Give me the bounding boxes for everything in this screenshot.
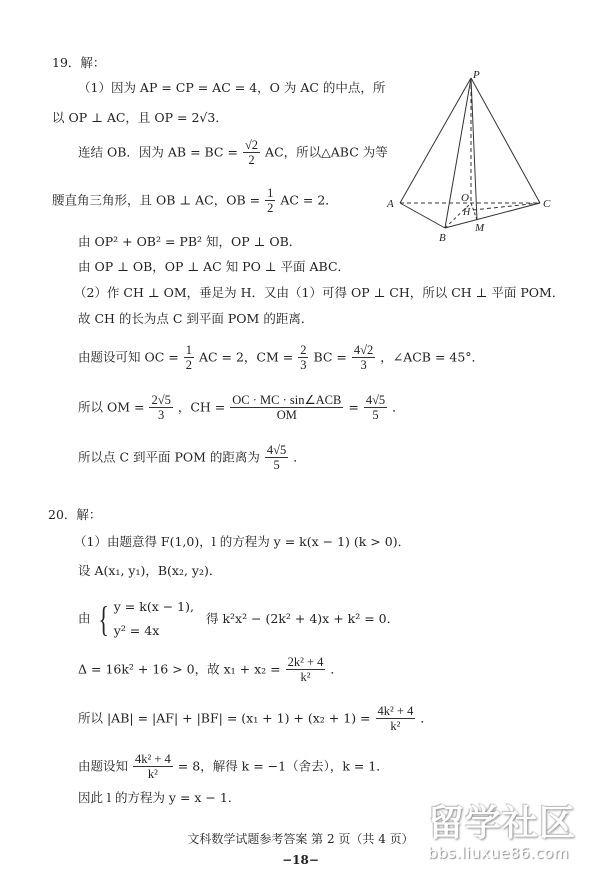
denominator: 5 [372, 408, 379, 423]
problem-20-heading: 20．解： [48, 507, 102, 522]
p19-part1-line2: 以 OP ⊥ AC，且 OP = 2√3． [52, 110, 228, 125]
p20-line3 [78, 595, 399, 643]
watermark-url: bbs.liuxue86.com [428, 844, 569, 862]
denominator: 3 [158, 408, 165, 423]
fraction [184, 343, 194, 373]
text: 腰直角三角形，且 OB ⊥ AC，OB = [52, 192, 261, 208]
label-C: C [543, 198, 551, 210]
equation-2: y² = 4x [113, 622, 160, 638]
fraction [243, 138, 260, 168]
pyramid-figure [375, 70, 575, 245]
label-B: B [439, 232, 446, 244]
text: 由题设可知 OC = [78, 349, 179, 365]
brace: { [97, 598, 109, 639]
equation-system [114, 595, 194, 643]
text: ，∠ACB = 45°． [380, 349, 485, 365]
p19-part1-line6: 由 OP ⊥ OB，OP ⊥ AC 知 PO ⊥ 平面 ABC． [78, 259, 351, 274]
text: ． [420, 710, 433, 726]
denominator: 3 [300, 358, 307, 373]
watermark-title: 留学社区 [428, 803, 577, 844]
text: ，CH = [177, 399, 226, 415]
label-H: H [463, 207, 471, 218]
numerator: 4k² + 4 [135, 752, 171, 766]
numerator: 4√5 [365, 393, 386, 407]
text: AC = 2，CM = [198, 349, 294, 365]
text: 连结 OB．因为 AB = BC = [78, 144, 238, 160]
text: AC，所以△ABC 为等 [265, 144, 388, 160]
text: AC = 2． [280, 192, 338, 208]
numerator: 4√2 [353, 343, 374, 357]
text: ． [293, 449, 306, 465]
p19-part2-line1: （2）作 CH ⊥ OM，垂足为 H．又由（1）可得 OP ⊥ CH，所以 CH ⊥ 平面 POM． [74, 285, 565, 300]
label-A: A [387, 198, 394, 210]
numerator: 4k² + 4 [377, 704, 414, 718]
fraction [265, 443, 288, 473]
fraction [376, 704, 416, 734]
p20-line5 [78, 704, 433, 734]
denominator: k² [390, 719, 401, 734]
p19-part1-line4 [52, 186, 338, 216]
numerator: 2 [300, 343, 307, 357]
numerator: 1 [185, 343, 192, 357]
p19-part2-line4 [78, 393, 405, 423]
p19-part2-line5 [78, 443, 306, 473]
denominator: 3 [360, 358, 367, 373]
text: = [348, 399, 359, 415]
p19-part2-line2: 故 CH 的长为点 C 到平面 POM 的距离． [78, 311, 314, 326]
numerator: 1 [267, 186, 274, 200]
text: 所以 OM = [78, 399, 145, 415]
text: 由 [78, 610, 91, 626]
watermark [428, 803, 588, 866]
p19-part2-line3 [78, 343, 484, 373]
denominator: k² [300, 670, 311, 685]
numerator: OC · MC · sin∠ACB [232, 393, 342, 407]
denominator: 2 [267, 201, 274, 216]
problem-19-heading: 19．解： [52, 55, 106, 70]
label-P: P [473, 70, 480, 81]
p20-line1: （1）由题意得 F(1,0)，l 的方程为 y = k(x − 1) (k > 0)． [74, 534, 411, 549]
text: ． [330, 661, 343, 677]
p20-line4 [78, 655, 343, 685]
fraction [298, 343, 308, 373]
fraction [286, 655, 326, 685]
text: BC = [313, 349, 347, 365]
p20-line7: 因此 l 的方程为 y = x − 1． [78, 790, 241, 805]
label-O: O [461, 192, 469, 204]
denominator: k² [147, 767, 158, 782]
text: = 8，解得 k = −1（舍去），k = 1． [177, 758, 389, 774]
text: ． [392, 399, 405, 415]
text: 由题设知 [78, 758, 129, 774]
label-M: M [475, 222, 485, 234]
p19-part1-line1: （1）因为 AP = CP = AC = 4，O 为 AC 的中点，所 [78, 80, 386, 95]
text: 得 k²x² − (2k² + 4)x + k² = 0． [205, 610, 400, 626]
denominator: 2 [185, 358, 192, 373]
denominator: OM [276, 408, 297, 423]
p19-part1-line5: 由 OP² + OB² = PB² 知，OP ⊥ OB． [78, 234, 302, 249]
fraction [352, 343, 375, 373]
fraction [265, 186, 275, 216]
numerator: √2 [244, 138, 259, 152]
text: Δ = 16k² + 16 > 0，故 x₁ + x₂ = [78, 661, 281, 677]
numerator: 2k² + 4 [287, 655, 324, 669]
page-number: −18− [282, 853, 319, 867]
numerator: 4√5 [266, 443, 287, 457]
p19-part1-line3 [78, 138, 388, 168]
numerator: 2√5 [151, 393, 171, 407]
denominator: 2 [248, 153, 255, 168]
equation-1: y = k(x − 1), [113, 599, 194, 614]
p20-line6 [78, 752, 389, 782]
text: 所以 |AB| = |AF| + |BF| = (x₁ + 1) + (x₂ + 1) = [78, 710, 371, 726]
footer-caption: 文科数学试题参考答案 第 2 页（共 4 页） [187, 832, 414, 846]
fraction [230, 393, 343, 423]
denominator: 5 [273, 458, 280, 473]
fraction [364, 393, 387, 423]
fraction [149, 393, 172, 423]
text: 所以点 C 到平面 POM 的距离为 [78, 449, 260, 465]
fraction [133, 752, 173, 782]
p20-line2: 设 A(x₁, y₁)，B(x₂, y₂)． [78, 563, 222, 578]
